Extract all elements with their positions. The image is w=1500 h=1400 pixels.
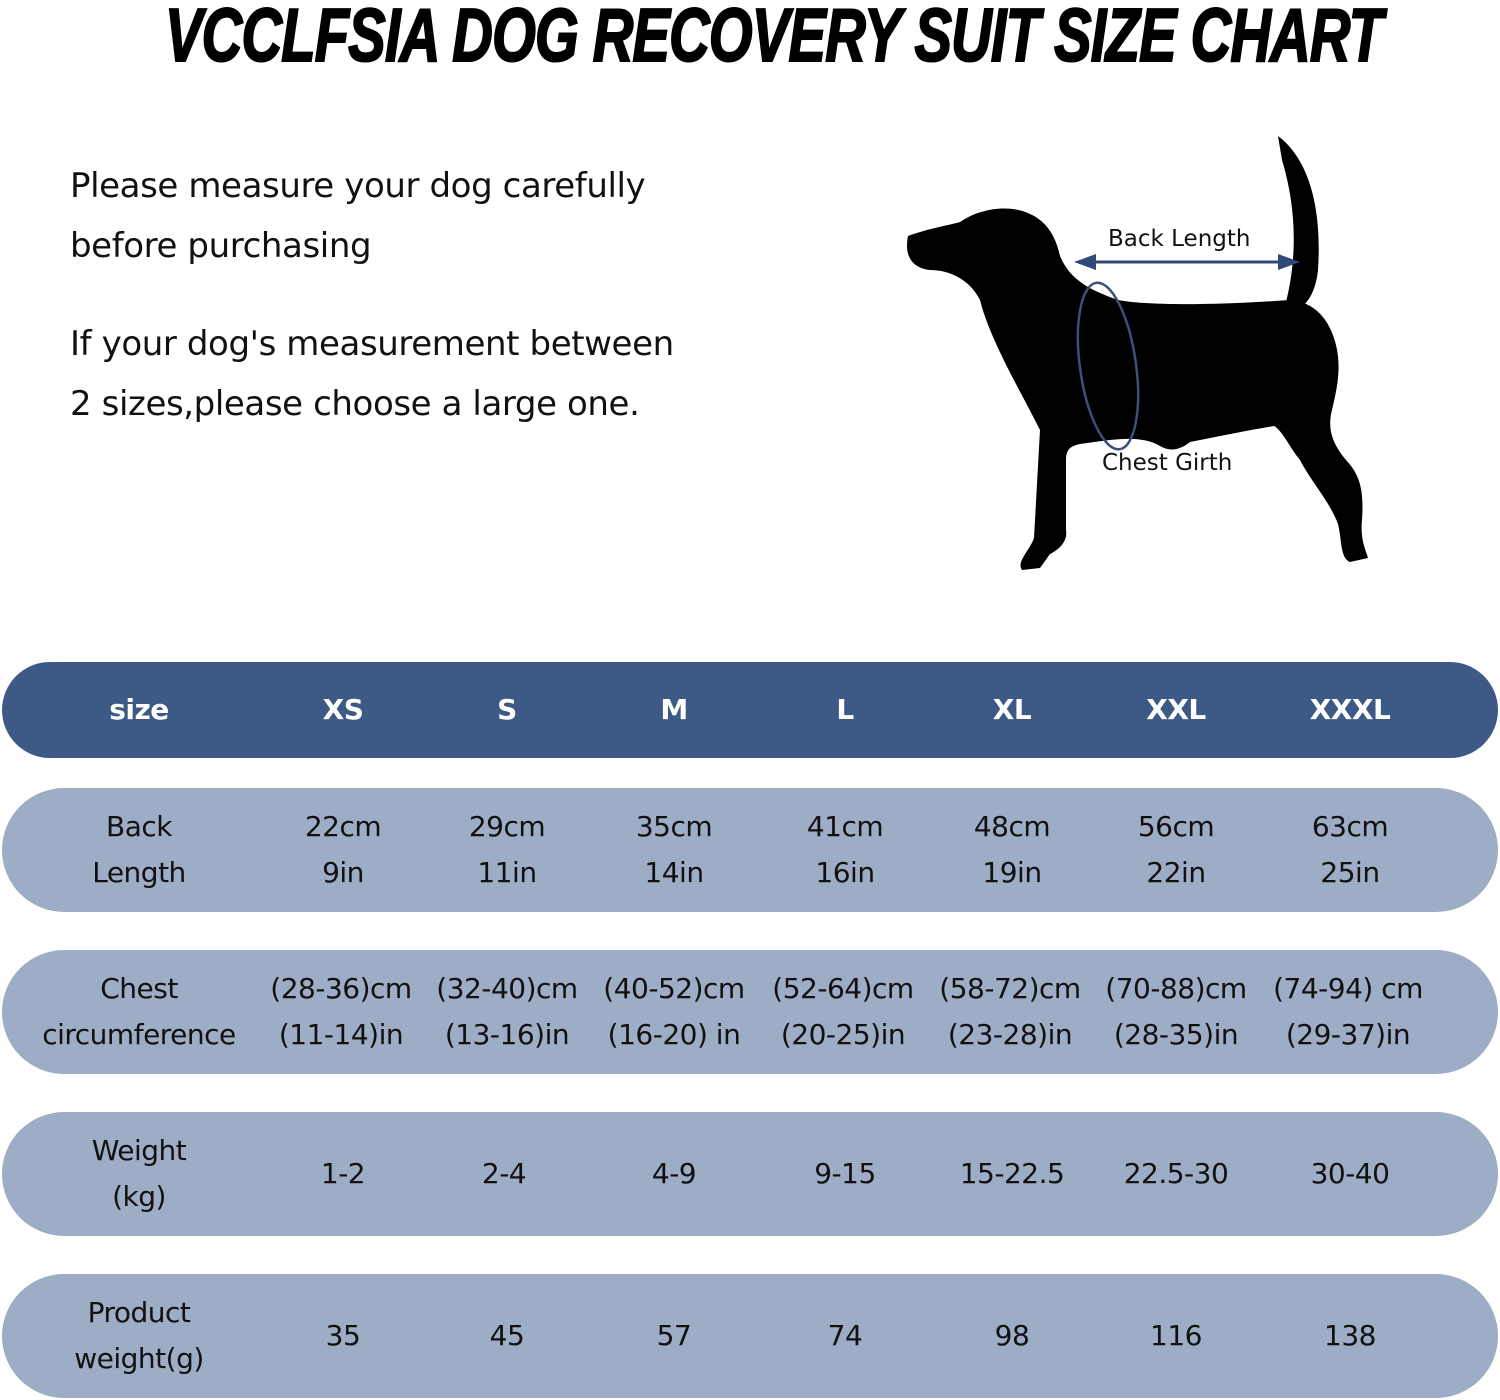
instruction-line: before purchasing (70, 226, 372, 266)
table-cell: 74 (827, 1319, 863, 1352)
table-cell: 41cm 16in (806, 810, 884, 889)
table-cell: 35cm 14in (635, 810, 713, 889)
table-cell: 48cm 19in (973, 810, 1051, 889)
instruction-line: If your dog's measurement between (70, 324, 674, 364)
table-cell: (70-88)cm (28-35)in (1105, 972, 1247, 1051)
dog-silhouette-icon (890, 130, 1390, 580)
table-cell: 30-40 (1310, 1157, 1390, 1190)
table-cell: (40-52)cm (16-20) in (603, 972, 745, 1051)
table-cell: 29cm 11in (468, 810, 546, 889)
table-cell: 57 (656, 1319, 692, 1352)
table-cell: (58-72)cm (23-28)in (939, 972, 1081, 1051)
table-cell: (28-36)cm (11-14)in (270, 972, 412, 1051)
row-label: Back Length (92, 810, 186, 889)
row-label: Weight (kg) (91, 1134, 187, 1213)
table-cell: 22cm 9in (304, 810, 382, 889)
table-row-back-length (2, 788, 1498, 912)
instruction-measure (70, 156, 750, 276)
table-cell: 116 (1150, 1319, 1202, 1352)
size-column-xl: XL (992, 693, 1032, 726)
size-header-row (2, 662, 1498, 758)
table-row-product-weight (2, 1274, 1498, 1398)
table-cell: 35 (325, 1319, 361, 1352)
dog-measurement-diagram (890, 130, 1390, 580)
table-cell: (52-64)cm (20-25)in (772, 972, 914, 1051)
table-cell: (32-40)cm (13-16)in (436, 972, 578, 1051)
table-cell: 4-9 (651, 1157, 697, 1190)
page-title: VCCLFSIA DOG RECOVERY SUIT SIZE CHART (165, 0, 1383, 78)
table-cell: 2-4 (481, 1157, 527, 1190)
chest-girth-label: Chest Girth (1102, 450, 1233, 476)
row-label: Product weight(g) (74, 1296, 204, 1375)
table-cell: 138 (1324, 1319, 1376, 1352)
measurement-instructions (70, 156, 750, 434)
table-cell: 56cm 22in (1137, 810, 1215, 889)
table-cell: (74-94) cm (29-37)in (1273, 972, 1423, 1051)
table-cell: 98 (994, 1319, 1030, 1352)
size-column-m: M (660, 693, 688, 726)
instruction-line: Please measure your dog carefully (70, 166, 646, 206)
table-cell: 15-22.5 (959, 1157, 1065, 1190)
size-column-xxxl: XXXL (1309, 693, 1391, 726)
table-cell: 45 (489, 1319, 525, 1352)
row-label: Chest circumference (42, 972, 236, 1051)
back-length-label: Back Length (1108, 226, 1251, 252)
table-cell: 22.5-30 (1123, 1157, 1229, 1190)
size-column-xxl: XXL (1146, 693, 1206, 726)
instruction-line: 2 sizes,please choose a large one. (70, 384, 640, 424)
table-cell: 9-15 (814, 1157, 876, 1190)
table-row-weight (2, 1112, 1498, 1236)
size-column-xs: XS (322, 693, 364, 726)
size-column-l: L (836, 693, 854, 726)
size-column-s: S (497, 693, 517, 726)
size-header-label: size (109, 693, 169, 726)
table-cell: 1-2 (320, 1157, 366, 1190)
table-row-chest-circumference (2, 950, 1498, 1074)
instruction-between-sizes (70, 314, 750, 434)
table-cell: 63cm 25in (1311, 810, 1389, 889)
